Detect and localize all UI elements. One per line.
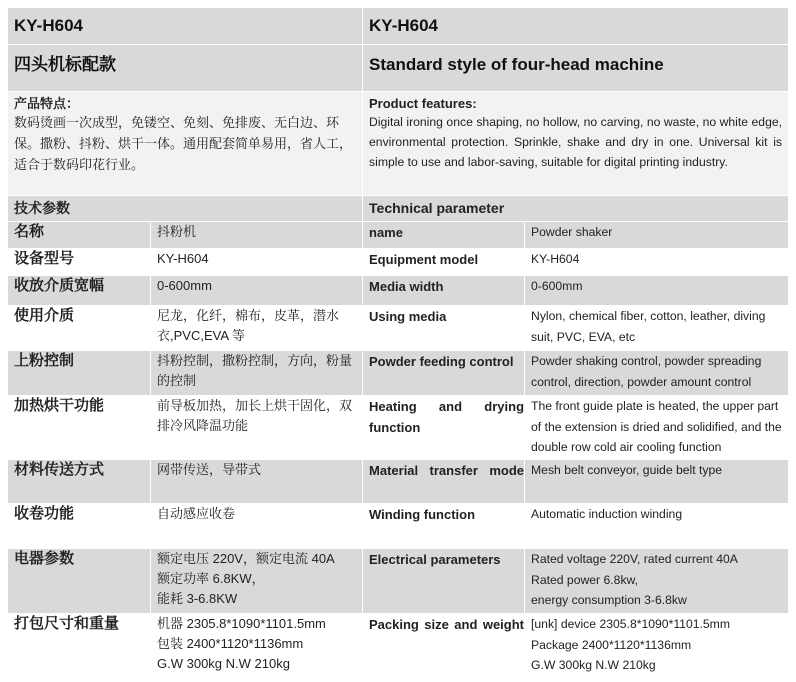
param-row bbox=[8, 249, 789, 276]
param-value-zh bbox=[151, 351, 363, 396]
param-label-zh: 打包尺寸和重量 bbox=[8, 614, 151, 679]
param-value-en bbox=[525, 614, 789, 679]
param-label-zh: 电器参数 bbox=[8, 549, 151, 614]
param-label-en: Material transfer mode bbox=[363, 460, 525, 504]
param-value-en-line: energy consumption 3-6.8kw bbox=[531, 593, 687, 607]
param-value-zh-line: 0-600mm bbox=[157, 278, 212, 293]
param-label-en: Using media bbox=[363, 306, 525, 351]
param-label-zh: 上粉控制 bbox=[8, 351, 151, 396]
param-value-en bbox=[525, 249, 789, 276]
section-label-zh: 技术参数 bbox=[8, 196, 363, 222]
param-value-en-line: Rated voltage 220V, rated current 40A bbox=[531, 552, 738, 566]
section-row bbox=[8, 196, 789, 222]
section-label-en: Technical parameter bbox=[363, 196, 789, 222]
param-label-en: Electrical parameters bbox=[363, 549, 525, 614]
title-row bbox=[8, 45, 789, 92]
param-value-en-line: Package 2400*1120*1136mm bbox=[531, 637, 692, 652]
param-value-zh-line: 能耗 3-6.8KW bbox=[157, 591, 238, 606]
param-label-en: Heating and drying function bbox=[363, 396, 525, 460]
param-value-zh-line: 抖粉机 bbox=[157, 224, 197, 239]
param-value-en bbox=[525, 504, 789, 549]
param-value-en-line: Rated power 6.8kw, bbox=[531, 572, 639, 587]
param-row bbox=[8, 460, 789, 504]
param-value-en-line: Powder shaker bbox=[531, 225, 613, 239]
param-value-zh-line: KY-H604 bbox=[157, 251, 209, 266]
param-value-zh-line: 机器 2305.8*1090*1101.5mm bbox=[157, 616, 326, 631]
param-label-zh: 名称 bbox=[8, 222, 151, 249]
model-row bbox=[8, 8, 789, 45]
param-row bbox=[8, 351, 789, 396]
model-en: KY-H604 bbox=[363, 8, 789, 45]
param-value-en-line: Powder shaking control, powder spreading control, direction, powder amount control bbox=[531, 354, 762, 389]
features-text-zh: 数码烫画一次成型，免镂空、免刻、免排废、无白边、环保。撒粉、抖粉、烘干一体。通用配套简单易用，省人工，适合于数码印花行业。 bbox=[14, 115, 353, 172]
param-value-en-line: [unk] device 2305.8*1090*1101.5mm bbox=[531, 617, 730, 631]
param-label-en: Powder feeding control bbox=[363, 351, 525, 396]
features-text-en: Digital ironing once shaping, no hollow, no carving, no waste, no white edge, environmental protection. Sprinkle, shake and dry in one. Universal kit is simple to use and labor-saving, suitable for digital printing industry. bbox=[369, 115, 783, 169]
parameter-rows bbox=[8, 222, 789, 679]
features-zh-cell bbox=[8, 92, 363, 196]
param-value-zh-line: 抖粉控制，撒粉控制，方向，粉量的控制 bbox=[157, 353, 353, 388]
param-label-zh: 使用介质 bbox=[8, 306, 151, 351]
features-row bbox=[8, 92, 789, 196]
param-value-zh bbox=[151, 460, 363, 504]
param-value-en bbox=[525, 222, 789, 249]
param-value-zh-line: 尼龙，化纤，棉布，皮革，潜水衣,PVC,EVA 等 bbox=[157, 308, 340, 343]
param-label-en: Packing size and weight bbox=[363, 614, 525, 679]
param-value-en bbox=[525, 276, 789, 306]
features-heading-en: Product features: bbox=[369, 96, 477, 111]
param-value-zh bbox=[151, 396, 363, 460]
param-value-zh bbox=[151, 222, 363, 249]
param-label-en: Equipment model bbox=[363, 249, 525, 276]
param-value-zh-line: 自动感应收卷 bbox=[157, 506, 236, 521]
param-row bbox=[8, 504, 789, 549]
param-value-zh-line: 额定电压 220V，额定电流 40A bbox=[157, 551, 335, 566]
param-value-zh-line: G.W 300kg N.W 210kg bbox=[157, 656, 290, 671]
title-en: Standard style of four-head machine bbox=[363, 45, 789, 92]
param-value-en-line: Mesh belt conveyor, guide belt type bbox=[531, 463, 723, 477]
param-label-zh: 收卷功能 bbox=[8, 504, 151, 549]
param-value-zh-line: 额定功率 6.8KW， bbox=[157, 571, 265, 586]
param-value-zh-line: 包装 2400*1120*1136mm bbox=[157, 636, 304, 651]
param-value-zh bbox=[151, 249, 363, 276]
model-zh: KY-H604 bbox=[8, 8, 363, 45]
spec-table bbox=[7, 7, 789, 679]
param-value-zh-line: 前导板加热，加长上烘干固化，双排冷风降温功能 bbox=[157, 398, 353, 433]
param-value-en bbox=[525, 460, 789, 504]
param-row bbox=[8, 222, 789, 249]
param-value-zh bbox=[151, 504, 363, 549]
param-value-en-line: 0-600mm bbox=[531, 279, 583, 293]
title-zh: 四头机标配款 bbox=[8, 45, 363, 92]
param-row bbox=[8, 276, 789, 306]
param-label-en: name bbox=[363, 222, 525, 249]
features-heading-zh: 产品特点： bbox=[14, 96, 80, 111]
param-value-en-line: Nylon, chemical fiber, cotton, leather, diving suit, PVC, EVA, etc bbox=[531, 309, 766, 344]
param-value-en bbox=[525, 396, 789, 460]
param-label-zh: 收放介质宽幅 bbox=[8, 276, 151, 306]
param-row bbox=[8, 306, 789, 351]
param-label-zh: 加热烘干功能 bbox=[8, 396, 151, 460]
param-value-en-line: KY-H604 bbox=[531, 252, 580, 266]
param-value-en-line: G.W 300kg N.W 210kg bbox=[531, 658, 656, 672]
param-value-zh bbox=[151, 276, 363, 306]
param-row bbox=[8, 614, 789, 679]
param-value-zh bbox=[151, 549, 363, 614]
param-label-zh: 设备型号 bbox=[8, 249, 151, 276]
param-row bbox=[8, 396, 789, 460]
param-label-en: Winding function bbox=[363, 504, 525, 549]
param-value-zh-line: 网带传送，导带式 bbox=[157, 462, 262, 477]
param-value-en bbox=[525, 549, 789, 614]
param-value-en-line: The front guide plate is heated, the upper part of the extension is dried and solidified, and the double row cold air cooling function bbox=[531, 399, 782, 454]
param-value-zh bbox=[151, 306, 363, 351]
param-value-zh bbox=[151, 614, 363, 679]
param-row bbox=[8, 549, 789, 614]
features-en-cell bbox=[363, 92, 789, 196]
param-value-en-line: Automatic induction winding bbox=[531, 507, 683, 521]
param-label-en: Media width bbox=[363, 276, 525, 306]
param-label-zh: 材料传送方式 bbox=[8, 460, 151, 504]
param-value-en bbox=[525, 306, 789, 351]
param-value-en bbox=[525, 351, 789, 396]
